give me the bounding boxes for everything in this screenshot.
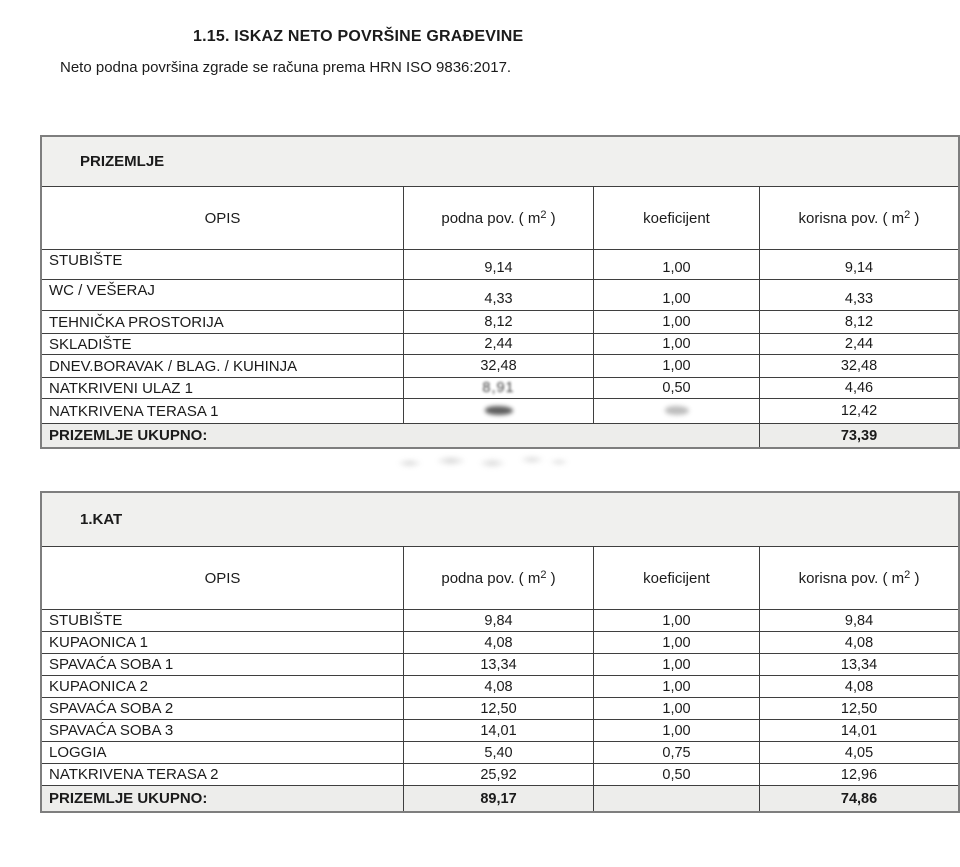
korisna-value: 2,44 <box>760 334 958 355</box>
column-header-korisna: korisna pov. ( $m^2$ ) <box>760 187 958 250</box>
koeficijent-value: 0,75 <box>594 742 760 764</box>
room-label: WC / VEŠERAJ <box>42 280 404 311</box>
column-header-podna: podna pov. ( $m^2$ ) <box>404 187 594 250</box>
korisna-value: 8,12 <box>760 311 958 334</box>
table-row <box>42 720 958 742</box>
podna-value: 8,12 <box>404 311 594 334</box>
table-row <box>42 698 958 720</box>
podna-value: 4,08 <box>404 676 594 698</box>
korisna-value: 4,46 <box>760 378 958 399</box>
total-row <box>42 786 958 811</box>
room-label: KUPAONICA 2 <box>42 676 404 698</box>
total-koeficijent-value <box>594 424 760 447</box>
table-1kat <box>40 491 960 813</box>
room-label: NATKRIVENI ULAZ 1 <box>42 378 404 399</box>
koeficijent-value: 1,00 <box>594 250 760 280</box>
korisna-value: 32,48 <box>760 355 958 378</box>
podna-value: 9,14 <box>404 250 594 280</box>
korisna-value: 14,01 <box>760 720 958 742</box>
room-label: NATKRIVENA TERASA 2 <box>42 764 404 786</box>
table-row <box>42 654 958 676</box>
total-row <box>42 424 958 447</box>
korisna-value: 9,84 <box>760 610 958 632</box>
podna-value <box>404 399 594 424</box>
table-row <box>42 250 958 280</box>
total-korisna-value: 74,86 <box>760 786 958 811</box>
koeficijent-value: 1,00 <box>594 654 760 676</box>
podna-value: 12,50 <box>404 698 594 720</box>
koeficijent-value: 1,00 <box>594 610 760 632</box>
column-header-opis: OPIS <box>42 187 404 250</box>
room-label: SPAVAĆA SOBA 2 <box>42 698 404 720</box>
podna-value: 13,34 <box>404 654 594 676</box>
podna-value: 4,33 <box>404 280 594 311</box>
podna-value: 4,08 <box>404 632 594 654</box>
table-row <box>42 311 958 334</box>
watermark-smudge <box>388 450 568 474</box>
koeficijent-value: 0,50 <box>594 764 760 786</box>
podna-value <box>404 378 594 399</box>
room-label: SPAVAĆA SOBA 1 <box>42 654 404 676</box>
room-label: LOGGIA <box>42 742 404 764</box>
podna-value: 32,48 <box>404 355 594 378</box>
table-prizemlje <box>40 135 960 449</box>
table-row <box>42 399 958 424</box>
column-header-row <box>42 187 958 250</box>
koeficijent-value: 0,50 <box>594 378 760 399</box>
table-title-row <box>42 493 958 547</box>
room-label: STUBIŠTE <box>42 610 404 632</box>
table-row <box>42 632 958 654</box>
total-label: PRIZEMLJE UKUPNO: <box>42 786 404 811</box>
koeficijent-value: 1,00 <box>594 311 760 334</box>
table-row <box>42 764 958 786</box>
koef-smudge <box>665 406 689 415</box>
total-korisna-value: 73,39 <box>760 424 958 447</box>
koeficijent-value <box>594 399 760 424</box>
table-row <box>42 676 958 698</box>
column-header-podna: podna pov. ( $m^2$ ) <box>404 547 594 610</box>
room-label: KUPAONICA 1 <box>42 632 404 654</box>
column-header-row <box>42 547 958 610</box>
column-header-koeficijent: koeficijent <box>594 547 760 610</box>
room-label: SPAVAĆA SOBA 3 <box>42 720 404 742</box>
total-label: PRIZEMLJE UKUPNO: <box>42 424 404 447</box>
koeficijent-value: 1,00 <box>594 698 760 720</box>
table-row <box>42 355 958 378</box>
table-title: PRIZEMLJE <box>42 137 958 187</box>
korisna-value: 4,08 <box>760 676 958 698</box>
total-koeficijent-value <box>594 786 760 811</box>
koeficijent-value: 1,00 <box>594 720 760 742</box>
room-label: DNEV.BORAVAK / BLAG. / KUHINJA <box>42 355 404 378</box>
podna-value: 2,44 <box>404 334 594 355</box>
table-row <box>42 280 958 311</box>
room-label: TEHNIČKA PROSTORIJA <box>42 311 404 334</box>
podna-value: 9,84 <box>404 610 594 632</box>
table-row <box>42 742 958 764</box>
koeficijent-value: 1,00 <box>594 676 760 698</box>
total-podna-value <box>404 424 594 447</box>
page-subtitle: Neto podna površina zgrade se računa prema HRN ISO 9836:2017. <box>60 59 512 76</box>
column-header-opis: OPIS <box>42 547 404 610</box>
koeficijent-value: 1,00 <box>594 280 760 311</box>
table-title-row <box>42 137 958 187</box>
table-row <box>42 610 958 632</box>
korisna-value: 4,08 <box>760 632 958 654</box>
koeficijent-value: 1,00 <box>594 355 760 378</box>
podna-value: 14,01 <box>404 720 594 742</box>
korisna-value: 13,34 <box>760 654 958 676</box>
korisna-value: 12,96 <box>760 764 958 786</box>
podna-value: 5,40 <box>404 742 594 764</box>
korisna-value: 4,33 <box>760 280 958 311</box>
column-header-korisna: korisna pov. ( $m^2$ ) <box>760 547 958 610</box>
room-label: STUBIŠTE <box>42 250 404 280</box>
korisna-value: 12,50 <box>760 698 958 720</box>
room-label: NATKRIVENA TERASA 1 <box>42 399 404 424</box>
column-header-koeficijent: koeficijent <box>594 187 760 250</box>
koeficijent-value: 1,00 <box>594 632 760 654</box>
table-row <box>42 334 958 355</box>
page-title: 1.15. ISKAZ NETO POVRŠINE GRAĐEVINE <box>193 28 524 45</box>
room-label: SKLADIŠTE <box>42 334 404 355</box>
korisna-value: 4,05 <box>760 742 958 764</box>
podna-value: 25,92 <box>404 764 594 786</box>
koeficijent-value: 1,00 <box>594 334 760 355</box>
table-title: 1.KAT <box>42 493 958 547</box>
total-podna-value: 89,17 <box>404 786 594 811</box>
podna-smudge <box>485 406 513 415</box>
korisna-value: 12,42 <box>760 399 958 424</box>
table-row <box>42 378 958 399</box>
korisna-value: 9,14 <box>760 250 958 280</box>
podna-value: 8,91 <box>482 380 515 396</box>
